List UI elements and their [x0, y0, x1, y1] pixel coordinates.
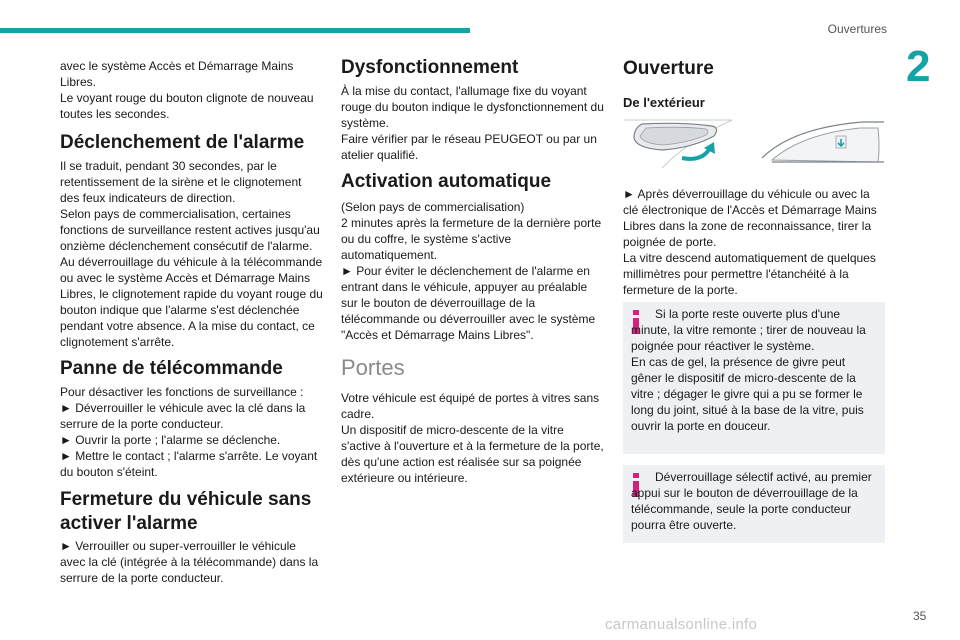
heading-portes: Portes: [341, 355, 405, 380]
heading-dysfonctionnement: Dysfonctionnement: [341, 57, 519, 78]
intro-text: avec le système Accès et Démarrage Mains Libres. Le voyant rouge du bouton clignote de nouveau toutes les secondes.: [60, 59, 314, 121]
heading-fermeture: Fermeture du véhicule sans activer l'alarme: [60, 489, 312, 534]
heading-ouverture: Ouverture: [623, 58, 714, 79]
heading-exterieur: De l'extérieur: [623, 95, 705, 110]
heading-activation: Activation automatique: [341, 171, 552, 192]
panne-text: Pour désactiver les fonctions de surveillance : ► Déverrouiller le véhicule avec la clé dans la serrure de la porte conducteur. ► Ouvrir la porte ; l'alarme se déclenche. ► Mettre le contact ; l'alarme s'arrête. Le voyant du bouton s'éteint.: [60, 385, 318, 479]
exterieur-text: ► Après déverrouillage du véhicule ou avec la clé électronique de l'Accès et Démarrage Mains Libres dans la zone de reconnaissance, tirer la poignée de porte. La vitre descend automatiquement de quelques millimètres pour permettre l'étanchéité à la fermeture de la porte.: [623, 187, 877, 297]
watermark: carmanualsonline.info: [605, 616, 758, 633]
dysfonctionnement-text: À la mise du contact, l'allumage fixe du voyant rouge du bouton indique le dysfonctionnement du système. Faire vérifier par le réseau PEUGEOT ou par un atelier qualifié.: [341, 84, 604, 162]
activation-text: (Selon pays de commercialisation) 2 minutes après la fermeture de la dernière porte ou du coffre, le système s'active automatiquement. ► Pour éviter le déclenchement de l'alarme en entrant dans le véhicule, appuyer au préalable sur le bouton de déverrouillage de la télécommande ou déverrouiller avec le système "Accès et Démarrage Mains Libres".: [341, 200, 602, 342]
header-accent-bar: [0, 28, 470, 33]
fermeture-text: ► Verrouiller ou super-verrouiller le véhicule avec la clé (intégrée à la télécommande) dans la serrure de la porte conducteur.: [60, 539, 319, 585]
section-title: Ouvertures: [827, 22, 887, 36]
alarm-text: Il se traduit, pendant 30 secondes, par le retentissement de la sirène et le clignotement des feux indicateurs de direction. Selon pays de commercialisation, certaines fonctions de surveillance restent actives jusqu'au onzième déclenchement consécutif de l'alarme. Au déverrouillage du véhicule à la télécommande ou avec le système Accès et Démarrage Mains Libres, le clignotement rapide du voyant rouge du bouton indique que l'alarme s'est déclenchée pendant votre absence. A la mise du contact, ce clignotement s'arrête.: [60, 159, 323, 349]
chapter-number: 2: [906, 42, 931, 91]
portes-text: Votre véhicule est équipé de portes à vitres sans cadre. Un dispositif de micro-descente de la vitre s'active à l'ouverture et à la fermeture de la porte, dès qu'une action est réalisée sur sa poignée extérieure ou intérieure.: [341, 391, 604, 485]
info-text-deverrouillage: Déverrouillage sélectif activé, au premier appui sur le bouton de déverrouillage de la télécommande, seule la porte conducteur pourra être ouverte.: [631, 470, 872, 532]
page-number: 35: [913, 609, 927, 623]
info-box-deverrouillage: [623, 465, 885, 543]
heading-panne: Panne de télécommande: [60, 358, 283, 379]
heading-alarm: Déclenchement de l'alarme: [60, 132, 305, 153]
info-box-porte-ouverte: [623, 302, 885, 454]
info-text-porte-ouverte: Si la porte reste ouverte plus d'une minute, la vitre remonte ; tirer de nouveau la poignée pour réactiver le système. En cas de gel, la présence de givre peut gêner le dispositif de micro-descente de la vitre ; dégager le givre qui a pu se former le long du joint, situé à la base de la vitre, puis ouvrir la porte en douceur.: [631, 307, 866, 433]
door-handle-illustration: [622, 118, 884, 176]
